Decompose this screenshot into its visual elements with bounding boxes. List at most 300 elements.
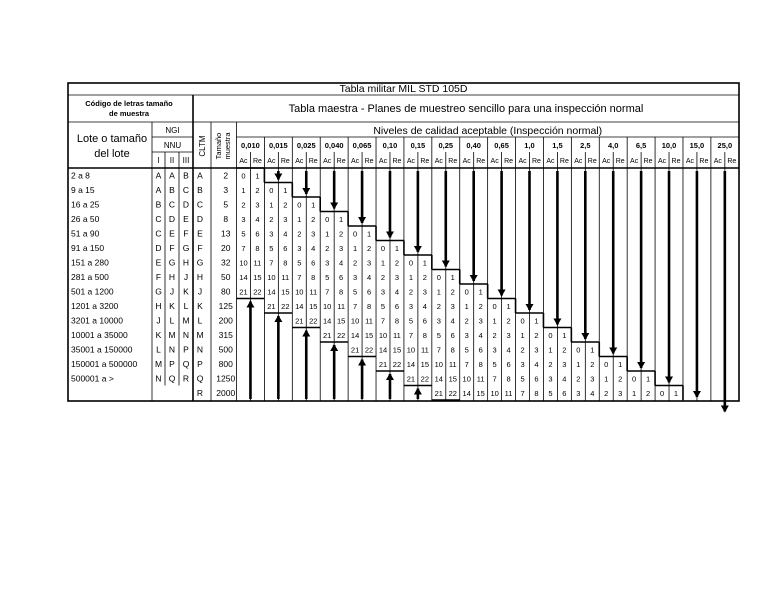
ac-label: Ac [462, 158, 471, 165]
level-ii-cell: Q [168, 373, 176, 384]
ac-value: 10 [239, 258, 248, 268]
re-value: 1 [366, 229, 372, 239]
ac-value: 0 [269, 186, 274, 195]
re-label: Re [559, 158, 569, 165]
ac-value: 10 [350, 316, 360, 326]
sample-code-cell: K [197, 301, 203, 311]
level-iii-cell: M [182, 315, 190, 326]
re-value: 4 [366, 273, 372, 282]
nnu-label: NNU [163, 141, 182, 150]
re-value: 15 [420, 360, 430, 369]
re-label: Re [476, 158, 486, 165]
arrow-up-icon [386, 373, 394, 399]
re-value: 15 [309, 302, 318, 311]
re-label: Re [504, 158, 514, 165]
re-value: 3 [311, 229, 316, 239]
ac-value: 2 [297, 229, 302, 239]
ac-label: Ac [657, 158, 667, 165]
re-value: 1 [450, 273, 455, 282]
level-ii-cell: C [168, 199, 176, 210]
arrow-up-icon [302, 330, 310, 400]
sample-code-cell: D [196, 214, 204, 224]
ac-value: 5 [548, 389, 553, 398]
re-value: 6 [562, 389, 567, 398]
re-value: 2 [646, 389, 651, 398]
re-value: 6 [394, 302, 400, 311]
re-value: 2 [394, 258, 400, 268]
ac-value: 5 [520, 374, 525, 384]
arrow-down-icon [498, 171, 506, 297]
ac-value: 10 [434, 360, 443, 369]
re-value: 4 [534, 360, 539, 369]
ac-value: 0 [408, 258, 413, 268]
re-value: 2 [283, 200, 288, 210]
ac-value: 3 [241, 215, 246, 224]
re-value: 4 [450, 316, 455, 326]
aql-level-header: 1,5 [552, 141, 563, 150]
re-value: 1 [618, 360, 623, 369]
ac-value: 7 [492, 374, 497, 384]
re-value: 8 [339, 287, 344, 297]
re-value: 22 [364, 345, 374, 355]
level-i-cell: C [155, 214, 162, 224]
re-label: Re [448, 158, 458, 165]
ac-label: Ac [630, 158, 639, 165]
ac-value: 21 [434, 389, 443, 398]
ac-value: 5 [297, 258, 302, 268]
sample-code-cell: N [196, 344, 204, 355]
re-value: 22 [309, 316, 318, 326]
level-iii-label: III [182, 156, 190, 165]
sample-size-code-title: Código de letras tamaño de muestra [85, 99, 173, 118]
ac-label: Ac [295, 158, 304, 165]
re-value: 15 [281, 287, 290, 297]
aql-level-header: 0,065 [352, 141, 372, 150]
re-value: 6 [506, 360, 511, 369]
re-value: 22 [253, 287, 262, 297]
re-value: 1 [339, 215, 344, 224]
re-label: Re [671, 158, 681, 165]
lot-size-cell: 281 a 500 [71, 272, 109, 282]
ac-value: 3 [297, 244, 302, 253]
ac-label: Ac [546, 158, 555, 165]
ac-value: 3 [269, 229, 274, 239]
lot-size-cell: 9 a 15 [71, 185, 95, 195]
aql-level-header: 10,0 [661, 141, 677, 150]
ac-value: 1 [492, 316, 497, 326]
re-value: 11 [253, 258, 262, 268]
re-value: 3 [339, 244, 344, 253]
re-label: Re [587, 158, 597, 165]
re-value: 15 [336, 316, 346, 326]
level-ii-cell: G [168, 257, 176, 268]
ac-value: 1 [325, 229, 330, 239]
re-value: 4 [339, 258, 344, 268]
re-value: 2 [534, 331, 539, 340]
level-iii-cell: C [182, 185, 190, 195]
ac-value: 0 [325, 215, 330, 224]
re-value: 2 [450, 287, 455, 297]
lot-size-cell: 500001 a > [71, 373, 114, 384]
re-value: 3 [283, 215, 288, 224]
aql-level-header: 0,10 [382, 141, 398, 150]
ac-value: 1 [632, 389, 637, 398]
re-label: Re [643, 158, 653, 165]
re-value: 6 [422, 316, 427, 326]
sample-code-cell: H [196, 272, 204, 282]
ac-value: 3 [325, 258, 330, 268]
ac-value: 14 [434, 374, 443, 384]
level-i-cell: M [154, 359, 163, 369]
level-i-cell: J [156, 315, 161, 326]
ac-value: 14 [462, 389, 471, 398]
aql-level-header: 0,40 [466, 141, 481, 150]
ac-value: 5 [492, 360, 497, 369]
ac-value: 21 [378, 360, 388, 369]
re-value: 15 [253, 273, 262, 282]
ac-value: 21 [350, 345, 360, 355]
lot-size-cell: 1201 a 3200 [71, 301, 119, 311]
ac-value: 10 [267, 273, 276, 282]
arrow-down-icon [581, 171, 589, 340]
re-label: Re [280, 158, 290, 165]
aql-level-header: 0,040 [324, 141, 344, 150]
ac-value: 2 [604, 389, 609, 398]
re-value: 3 [422, 287, 427, 297]
level-i-cell: A [155, 185, 162, 195]
aql-level-header: 0,65 [494, 141, 509, 150]
ac-value: 7 [353, 302, 358, 311]
lot-size-cell: 16 a 25 [71, 199, 100, 210]
level-ii-cell: H [168, 272, 176, 282]
ac-value: 21 [406, 374, 416, 384]
level-ii-cell: B [169, 185, 175, 195]
ac-value: 7 [269, 258, 274, 268]
ac-value: 2 [353, 258, 358, 268]
level-iii-cell: L [183, 301, 189, 311]
ac-value: 1 [520, 331, 525, 340]
ac-value: 1 [464, 302, 469, 311]
ac-value: 0 [492, 302, 497, 311]
ac-value: 10 [323, 302, 332, 311]
sample-size-cell: 50 [221, 272, 231, 282]
ac-label: Ac [490, 158, 499, 165]
ac-value: 1 [380, 258, 386, 268]
ac-value: 3 [353, 273, 358, 282]
lot-size-cell: 2 a 8 [71, 170, 90, 181]
ac-value: 1 [576, 360, 581, 369]
re-value: 15 [448, 374, 457, 384]
lot-size-cell: 91 a 150 [71, 243, 105, 253]
re-value: 22 [448, 389, 457, 398]
re-value: 1 [562, 331, 567, 340]
level-i-label: I [157, 156, 160, 165]
sample-code-cell: F [197, 243, 203, 253]
re-value: 8 [311, 273, 316, 282]
ac-value: 0 [297, 200, 302, 210]
re-value: 8 [283, 258, 288, 268]
re-value: 4 [283, 229, 288, 239]
re-value: 4 [478, 331, 483, 340]
re-label: Re [699, 158, 709, 165]
re-value: 4 [590, 389, 595, 398]
lot-size-cell: 150001 a 500000 [71, 359, 138, 369]
arrow-down-icon [526, 171, 534, 311]
sample-size-cell: 13 [221, 228, 231, 239]
sample-code-cell: G [196, 257, 204, 268]
ac-label: Ac [406, 158, 415, 165]
arrow-down-icon [302, 171, 310, 195]
re-value: 11 [365, 316, 373, 326]
level-ii-cell: A [169, 170, 175, 181]
re-value: 22 [392, 360, 402, 369]
sample-size-cell: 2 [223, 170, 229, 181]
re-value: 3 [506, 331, 511, 340]
re-value: 11 [476, 374, 485, 384]
re-value: 6 [478, 345, 483, 355]
ac-value: 14 [239, 273, 248, 282]
ac-label: Ac [239, 158, 248, 165]
sample-code-cell: R [196, 388, 204, 398]
ac-value: 14 [406, 360, 416, 369]
re-value: 4 [422, 302, 427, 311]
ac-value: 14 [267, 287, 276, 297]
lot-size-cell: 3201 a 10000 [71, 315, 123, 326]
re-value: 2 [339, 229, 344, 239]
ac-value: 1 [241, 186, 246, 195]
ac-value: 3 [520, 360, 525, 369]
ac-value: 7 [436, 345, 441, 355]
re-label: Re [532, 158, 541, 165]
ac-value: 14 [350, 331, 360, 340]
re-label: Re [420, 158, 430, 165]
re-value: 3 [366, 258, 372, 268]
sample-size-cell: 1250 [216, 373, 236, 384]
re-value: 4 [255, 215, 260, 224]
arrow-down-icon [358, 171, 366, 224]
re-value: 3 [590, 374, 595, 384]
arrow-down-icon [665, 171, 673, 384]
level-i-cell: B [155, 199, 162, 210]
re-value: 3 [618, 389, 623, 398]
level-iii-cell: B [183, 170, 189, 181]
re-value: 11 [337, 302, 346, 311]
re-value: 1 [255, 171, 260, 181]
ac-value: 1 [269, 200, 274, 210]
level-iii-cell: D [182, 199, 190, 210]
arrow-down-icon [609, 171, 617, 355]
ac-label: Ac [713, 158, 722, 165]
arrow-down-icon [386, 171, 394, 239]
ac-value: 2 [241, 200, 246, 210]
arrow-down-icon [442, 171, 450, 268]
level-ii-cell: M [168, 330, 176, 340]
ac-label: Ac [518, 158, 527, 165]
sample-code-cell: C [196, 199, 204, 210]
arrow-down-icon [693, 171, 701, 398]
re-value: 3 [394, 273, 400, 282]
ac-value: 5 [380, 302, 386, 311]
sample-code-cell: L [197, 315, 203, 326]
re-value: 3 [478, 316, 483, 326]
cltm-label: CLTM [198, 135, 207, 157]
aql-level-header: 0,25 [438, 141, 454, 150]
main-title: Tabla maestra - Planes de muestreo sencillo para una inspección normal [288, 103, 644, 115]
re-value: 6 [339, 273, 344, 282]
re-label: Re [336, 158, 346, 165]
ac-value: 0 [353, 229, 358, 239]
ac-value: 0 [436, 273, 441, 282]
ac-value: 7 [520, 389, 525, 398]
aql-level-header: 1,0 [524, 141, 535, 150]
aql-level-header: 0,015 [268, 141, 288, 150]
re-value: 2 [506, 316, 511, 326]
ac-value: 14 [323, 316, 332, 326]
arrow-down-icon [414, 171, 422, 253]
re-value: 6 [534, 374, 539, 384]
sample-size-label: Tamaño [214, 132, 223, 160]
re-value: 1 [590, 345, 595, 355]
lot-size-cell: 10001 a 35000 [71, 330, 128, 340]
level-iii-cell: N [182, 330, 190, 340]
ac-label: Ac [602, 158, 611, 165]
re-value: 6 [450, 331, 455, 340]
sample-size-cell: 315 [218, 330, 233, 340]
ac-label: Ac [351, 158, 360, 165]
level-iii-cell: K [183, 286, 189, 297]
re-value: 15 [476, 389, 485, 398]
level-i-cell: G [155, 286, 162, 297]
ac-value: 5 [464, 345, 469, 355]
ac-value: 10 [378, 331, 388, 340]
arrow-up-icon [274, 315, 282, 399]
lot-size-cell: 26 a 50 [71, 214, 100, 224]
ngi-label: NGI [165, 126, 180, 135]
level-i-cell: C [155, 228, 162, 239]
arrow-up-icon [358, 359, 366, 400]
re-label: Re [727, 158, 737, 165]
re-value: 11 [504, 389, 513, 398]
table-title: Tabla militar MIL STD 105D [339, 83, 468, 95]
re-value: 2 [366, 244, 372, 253]
re-value: 22 [281, 302, 290, 311]
level-iii-cell: E [183, 214, 189, 224]
re-value: 8 [255, 244, 260, 253]
sample-size-cell: 8 [223, 214, 229, 224]
level-i-cell: L [156, 344, 161, 355]
ac-value: 2 [464, 316, 469, 326]
ac-value: 14 [295, 302, 304, 311]
level-ii-label: II [169, 156, 175, 165]
level-iii-cell: H [182, 257, 190, 268]
arrow-down-icon [637, 171, 645, 369]
re-value: 1 [673, 389, 679, 398]
ac-value: 1 [604, 374, 609, 384]
re-value: 4 [506, 345, 511, 355]
sample-size-cell: 32 [221, 257, 231, 268]
ac-value: 0 [520, 316, 525, 326]
ac-value: 3 [492, 345, 497, 355]
ac-value: 0 [604, 360, 609, 369]
ac-value: 1 [408, 273, 413, 282]
sample-code-cell: E [197, 228, 203, 239]
ac-value: 2 [380, 273, 386, 282]
aql-title: Niveles de calidad aceptable (Inspección normal) [373, 125, 603, 137]
sample-size-cell: 500 [218, 344, 233, 355]
ac-label: Ac [685, 158, 695, 165]
sample-size-cell: 80 [221, 286, 231, 297]
ac-value: 2 [325, 244, 330, 253]
ac-label: Ac [574, 158, 583, 165]
re-value: 11 [448, 360, 457, 369]
arrow-up-icon [414, 388, 422, 400]
sample-size-cell: 125 [218, 301, 233, 311]
re-label: Re [308, 158, 318, 165]
ac-value: 5 [408, 316, 413, 326]
re-label: Re [392, 158, 402, 165]
ac-label: Ac [378, 158, 388, 165]
level-ii-cell: J [169, 286, 175, 297]
re-value: 4 [311, 244, 316, 253]
re-value: 8 [366, 302, 372, 311]
re-value: 1 [311, 200, 316, 210]
re-value: 2 [562, 345, 567, 355]
ac-value: 7 [297, 273, 302, 282]
ac-label: Ac [267, 158, 276, 165]
re-value: 1 [534, 316, 539, 326]
ac-value: 0 [464, 287, 469, 297]
ac-value: 3 [548, 374, 553, 384]
level-ii-cell: N [168, 344, 176, 355]
ac-value: 7 [408, 331, 413, 340]
ac-value: 21 [239, 287, 248, 297]
re-value: 8 [506, 374, 511, 384]
sample-code-cell: B [197, 185, 203, 195]
re-value: 2 [255, 186, 260, 195]
arrow-down-icon [470, 171, 478, 282]
level-i-cell: A [155, 170, 162, 181]
ac-label: Ac [434, 158, 443, 165]
ac-value: 10 [490, 389, 499, 398]
ac-value: 10 [462, 374, 471, 384]
ac-value: 7 [380, 316, 386, 326]
re-value: 6 [311, 258, 316, 268]
re-value: 6 [366, 287, 372, 297]
re-value: 8 [534, 389, 539, 398]
re-label: Re [252, 158, 262, 165]
re-value: 15 [364, 331, 374, 340]
ac-value: 1 [353, 244, 358, 253]
level-ii-cell: K [169, 301, 175, 311]
re-value: 1 [478, 287, 483, 297]
ac-value: 5 [269, 244, 274, 253]
sample-code-cell: M [196, 330, 204, 340]
aql-level-header: 2,5 [580, 141, 591, 150]
re-value: 11 [420, 345, 429, 355]
level-iii-cell: G [182, 243, 190, 253]
level-ii-cell: F [169, 243, 175, 253]
ac-value: 2 [548, 360, 553, 369]
re-value: 3 [255, 200, 260, 210]
ac-value: 3 [436, 316, 441, 326]
re-value: 8 [450, 345, 455, 355]
ac-value: 7 [325, 287, 330, 297]
re-value: 8 [422, 331, 427, 340]
ac-value: 0 [659, 389, 665, 398]
lot-size-cell: 35001 a 150000 [71, 344, 133, 355]
arrow-down-icon [553, 171, 561, 326]
re-value: 3 [562, 360, 567, 369]
